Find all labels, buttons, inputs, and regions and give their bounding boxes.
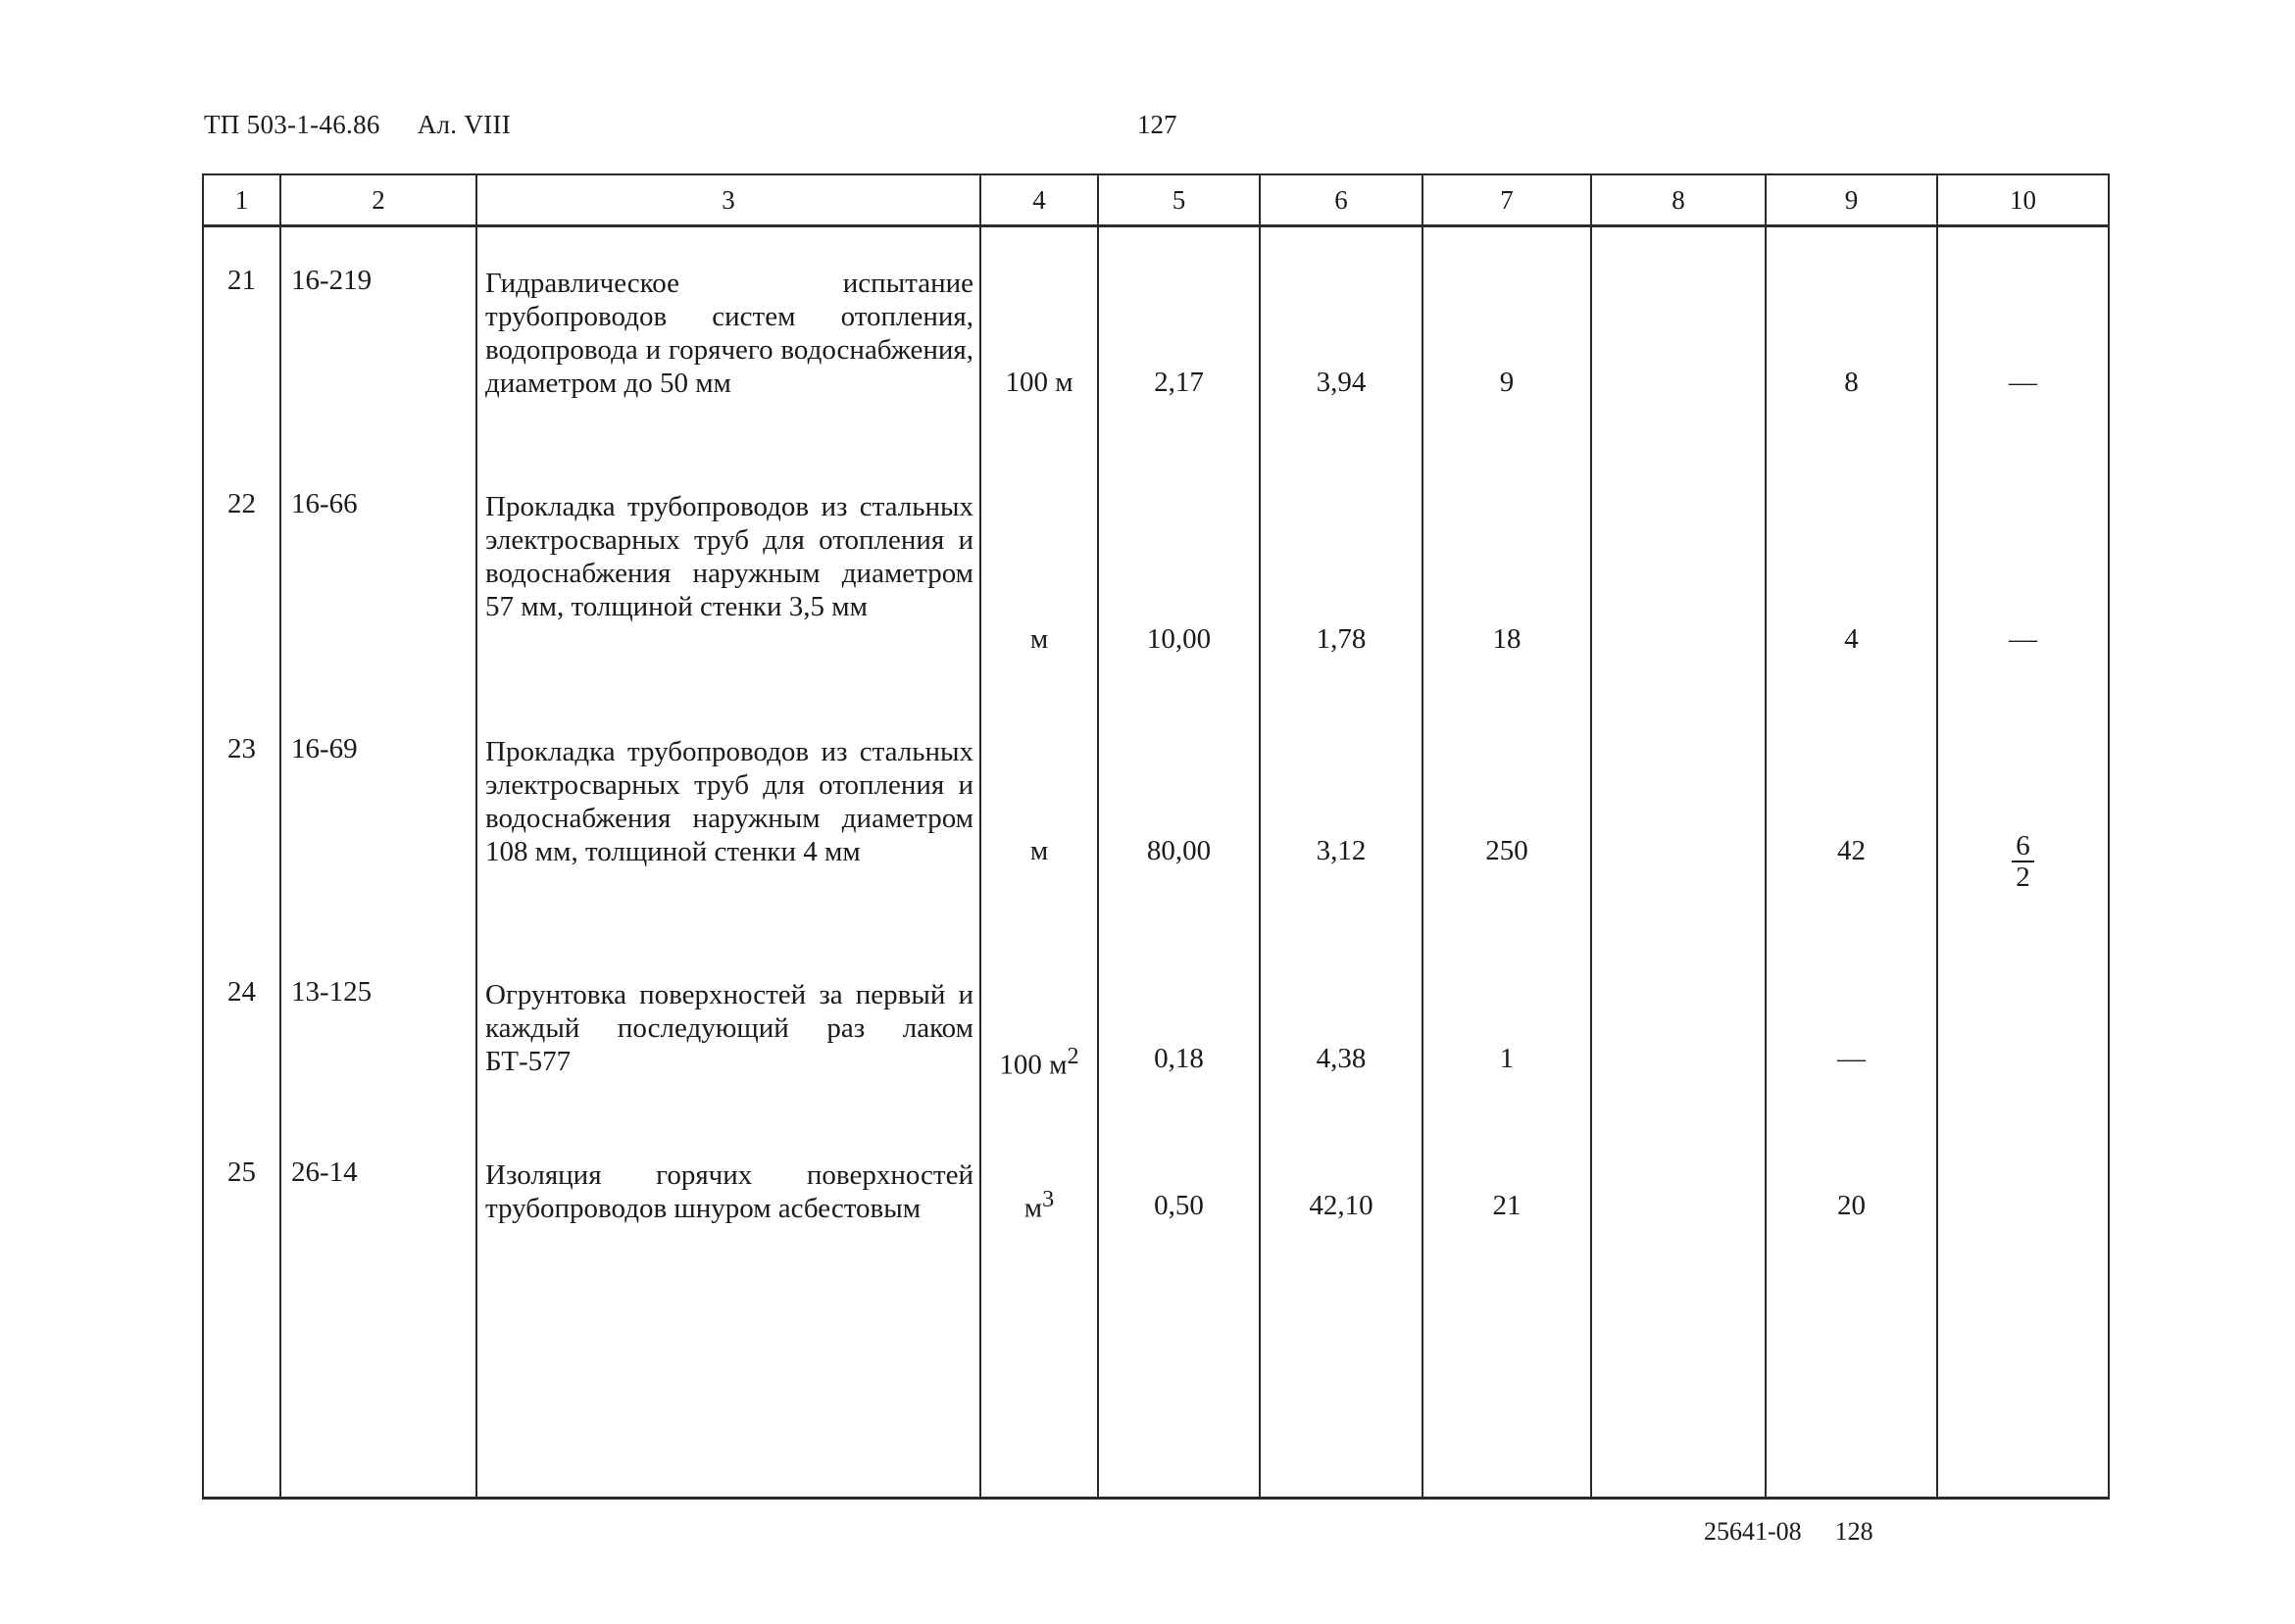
quantity: 80,00: [1098, 696, 1260, 939]
column-header: 3: [476, 174, 980, 226]
value-col-9: —: [1766, 939, 1937, 1119]
column-header: 7: [1422, 174, 1591, 226]
quantity: 0,18: [1098, 939, 1260, 1119]
rate-code: 16-66: [280, 451, 476, 696]
quantity: 0,50: [1098, 1119, 1260, 1266]
sheet-number: 128: [1834, 1517, 1873, 1546]
work-description: Прокладка трубопроводов из стальных электросварных труб для отопления и водоснабжения наружным диаметром 108 мм, толщиной стенки 4 мм: [485, 735, 973, 867]
row-number: 22: [203, 451, 280, 696]
page-header: [204, 110, 511, 140]
unit: м: [980, 696, 1098, 939]
document-code: ТП 503-1-46.86: [204, 110, 380, 139]
value-col-7: 21: [1422, 1119, 1591, 1266]
work-description: Прокладка трубопроводов из стальных электросварных труб для отопления и водоснабжения наружным диаметром 57 мм, толщиной стенки 3,5 мм: [485, 490, 973, 622]
estimate-table: [202, 173, 2110, 1500]
row-number: 25: [203, 1119, 280, 1266]
work-description: Изоляция горячих поверхностей трубопроводов шнуром асбестовым: [485, 1158, 973, 1224]
rate-code: 16-219: [280, 226, 476, 451]
rate-code: 16-69: [280, 696, 476, 939]
unit: 100 м: [980, 226, 1098, 451]
value-col-10: [1937, 939, 2109, 1119]
value-col-6: 1,78: [1260, 451, 1422, 696]
unit: [980, 1119, 1098, 1266]
value-col-8: [1591, 696, 1766, 939]
column-number-row: [203, 174, 2109, 226]
column-header: 4: [980, 174, 1098, 226]
table-row: [203, 226, 2109, 451]
value-col-9: 4: [1766, 451, 1937, 696]
value-col-8: [1591, 1119, 1766, 1266]
table-row: [203, 1119, 2109, 1266]
row-number: 24: [203, 939, 280, 1119]
column-header: 9: [1766, 174, 1937, 226]
rate-code: 13-125: [280, 939, 476, 1119]
quantity: 10,00: [1098, 451, 1260, 696]
unit-text: м: [1023, 1192, 1043, 1224]
column-header: 10: [1937, 174, 2109, 226]
page-number: 127: [1137, 110, 1177, 139]
column-header: 5: [1098, 174, 1260, 226]
value-col-7: 250: [1422, 696, 1591, 939]
column-header: 2: [280, 174, 476, 226]
document-number: 25641-08: [1704, 1517, 1802, 1546]
album-label: Ал. VIII: [417, 110, 512, 139]
fraction-denominator: 2: [2016, 861, 2030, 893]
page-footer: [1704, 1517, 1873, 1547]
unit-exponent: 3: [1042, 1185, 1055, 1212]
value-col-9: 42: [1766, 696, 1937, 939]
value-col-10: —: [1937, 451, 2109, 696]
quantity: 2,17: [1098, 226, 1260, 451]
value-col-9: 8: [1766, 226, 1937, 451]
fraction-numerator: 6: [2012, 831, 2034, 862]
row-number: 23: [203, 696, 280, 939]
rate-code: 26-14: [280, 1119, 476, 1266]
value-col-7: 9: [1422, 226, 1591, 451]
value-col-10: [1937, 696, 2109, 939]
fraction: [2012, 831, 2034, 892]
value-col-6: 3,12: [1260, 696, 1422, 939]
value-col-6: 4,38: [1260, 939, 1422, 1119]
column-header: 8: [1591, 174, 1766, 226]
unit: [980, 939, 1098, 1119]
table-row: [203, 939, 2109, 1119]
table-row: [203, 696, 2109, 939]
unit-text: 100 м: [999, 1049, 1068, 1081]
value-col-8: [1591, 451, 1766, 696]
value-col-9: 20: [1766, 1119, 1937, 1266]
unit: м: [980, 451, 1098, 696]
value-col-6: 42,10: [1260, 1119, 1422, 1266]
column-header: 1: [203, 174, 280, 226]
value-col-10: —: [1937, 226, 2109, 451]
value-col-6: 3,94: [1260, 226, 1422, 451]
row-number: 21: [203, 226, 280, 451]
value-col-8: [1591, 939, 1766, 1119]
work-description: Огрунтовка поверхностей за первый и каждый последующий раз лаком БТ-577: [485, 978, 973, 1077]
value-col-7: 1: [1422, 939, 1591, 1119]
column-header: 6: [1260, 174, 1422, 226]
table-row: [203, 451, 2109, 696]
work-description: Гидравлическое испытание трубопроводов систем отопления, водопровода и горячего водоснабжения, диаметром до 50 мм: [485, 268, 973, 399]
value-col-7: 18: [1422, 451, 1591, 696]
table-filler-row: [203, 1266, 2109, 1499]
value-col-10: [1937, 1119, 2109, 1266]
value-col-8: [1591, 226, 1766, 451]
unit-exponent: 2: [1067, 1042, 1079, 1069]
